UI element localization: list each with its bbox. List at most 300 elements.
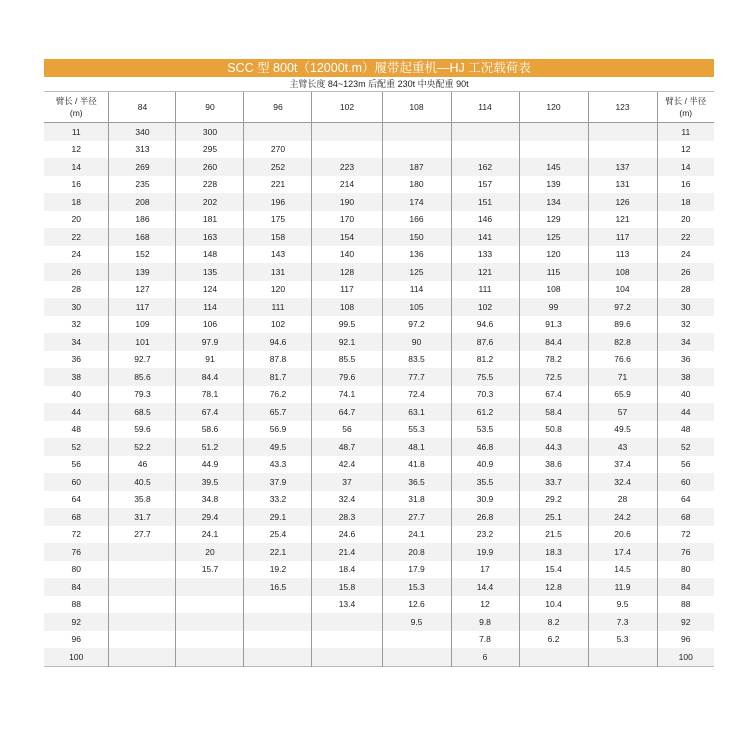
load-cell <box>244 613 312 631</box>
radius-cell-right: 100 <box>657 648 714 666</box>
load-cell: 124 <box>176 281 244 299</box>
load-cell: 143 <box>244 246 312 264</box>
table-row <box>44 421 714 439</box>
table-row <box>44 246 714 264</box>
load-cell: 65.7 <box>244 403 312 421</box>
header-boom-radius-left <box>44 92 109 123</box>
radius-cell-right: 48 <box>657 421 714 439</box>
table-row <box>44 578 714 596</box>
load-cell: 214 <box>312 176 382 194</box>
load-cell: 35.5 <box>451 473 519 491</box>
load-cell: 105 <box>382 298 451 316</box>
radius-cell-right: 11 <box>657 123 714 141</box>
load-cell: 16.5 <box>244 578 312 596</box>
table-row <box>44 596 714 614</box>
radius-cell-left: 34 <box>44 333 109 351</box>
table-subtitle: 主臂长度 84~123m 后配重 230t 中央配重 90t <box>44 77 714 92</box>
load-cell: 92.7 <box>109 351 176 369</box>
table-row <box>44 438 714 456</box>
radius-cell-right: 32 <box>657 316 714 334</box>
table-row <box>44 386 714 404</box>
load-cell: 25.4 <box>244 526 312 544</box>
table-row <box>44 648 714 666</box>
column-header-boom-96: 96 <box>244 92 312 123</box>
table-title: SCC 型 800t（12000t.m）履带起重机—HJ 工况载荷表 <box>44 59 714 77</box>
radius-cell-right: 24 <box>657 246 714 264</box>
load-cell: 34.8 <box>176 491 244 509</box>
load-cell: 6.2 <box>519 631 588 649</box>
radius-cell-right: 34 <box>657 333 714 351</box>
load-cell: 223 <box>312 158 382 176</box>
load-cell: 340 <box>109 123 176 141</box>
load-cell: 49.5 <box>588 421 657 439</box>
load-cell <box>451 141 519 159</box>
load-cell: 78.2 <box>519 351 588 369</box>
load-cell: 67.4 <box>519 386 588 404</box>
radius-cell-right: 28 <box>657 281 714 299</box>
load-cell: 75.5 <box>451 368 519 386</box>
load-cell: 131 <box>244 263 312 281</box>
load-cell: 48.7 <box>312 438 382 456</box>
table-row <box>44 176 714 194</box>
load-cell: 114 <box>382 281 451 299</box>
radius-cell-left: 36 <box>44 351 109 369</box>
radius-cell-right: 68 <box>657 508 714 526</box>
load-cell: 104 <box>588 281 657 299</box>
load-cell: 68.5 <box>109 403 176 421</box>
load-cell: 22.1 <box>244 543 312 561</box>
load-cell: 89.6 <box>588 316 657 334</box>
load-cell: 21.5 <box>519 526 588 544</box>
load-cell: 12.6 <box>382 596 451 614</box>
radius-cell-left: 38 <box>44 368 109 386</box>
radius-cell-left: 16 <box>44 176 109 194</box>
load-cell <box>588 141 657 159</box>
load-cell: 81.2 <box>451 351 519 369</box>
table-row <box>44 613 714 631</box>
load-cell: 55.3 <box>382 421 451 439</box>
load-cell: 40.5 <box>109 473 176 491</box>
load-cell <box>244 631 312 649</box>
load-cell: 85.5 <box>312 351 382 369</box>
load-cell <box>176 578 244 596</box>
radius-cell-left: 88 <box>44 596 109 614</box>
table-row <box>44 298 714 316</box>
radius-cell-right: 12 <box>657 141 714 159</box>
radius-cell-left: 52 <box>44 438 109 456</box>
load-cell <box>382 123 451 141</box>
load-cell: 31.8 <box>382 491 451 509</box>
table-row <box>44 631 714 649</box>
load-cell: 94.6 <box>451 316 519 334</box>
load-cell: 72.5 <box>519 368 588 386</box>
load-cell <box>244 123 312 141</box>
column-header-boom-102: 102 <box>312 92 382 123</box>
table-row <box>44 491 714 509</box>
load-cell: 140 <box>312 246 382 264</box>
radius-cell-right: 26 <box>657 263 714 281</box>
load-cell: 15.3 <box>382 578 451 596</box>
load-cell <box>588 123 657 141</box>
load-cell: 79.3 <box>109 386 176 404</box>
table-row <box>44 508 714 526</box>
radius-cell-right: 96 <box>657 631 714 649</box>
header-row <box>44 92 714 123</box>
radius-cell-left: 40 <box>44 386 109 404</box>
load-cell: 106 <box>176 316 244 334</box>
load-cell: 24.6 <box>312 526 382 544</box>
radius-cell-right: 80 <box>657 561 714 579</box>
load-cell <box>312 123 382 141</box>
load-cell: 33.2 <box>244 491 312 509</box>
table-row <box>44 158 714 176</box>
load-cell <box>176 596 244 614</box>
radius-cell-left: 12 <box>44 141 109 159</box>
load-cell: 65.9 <box>588 386 657 404</box>
load-cell: 20.8 <box>382 543 451 561</box>
load-cell: 12.8 <box>519 578 588 596</box>
radius-cell-right: 56 <box>657 456 714 474</box>
table-row <box>44 263 714 281</box>
load-cell: 221 <box>244 176 312 194</box>
load-cell: 24.2 <box>588 508 657 526</box>
table-row <box>44 281 714 299</box>
load-cell: 61.2 <box>451 403 519 421</box>
table-row <box>44 368 714 386</box>
load-cell <box>109 578 176 596</box>
load-cell: 313 <box>109 141 176 159</box>
radius-cell-left: 72 <box>44 526 109 544</box>
radius-cell-right: 60 <box>657 473 714 491</box>
load-cell: 70.3 <box>451 386 519 404</box>
column-header-boom-90: 90 <box>176 92 244 123</box>
header-boom-radius-left-line-2: (m) <box>69 108 83 118</box>
load-cell: 97.2 <box>588 298 657 316</box>
radius-cell-left: 20 <box>44 211 109 229</box>
load-cell: 36.5 <box>382 473 451 491</box>
load-cell: 174 <box>382 193 451 211</box>
load-cell: 137 <box>588 158 657 176</box>
table-row <box>44 211 714 229</box>
table-row <box>44 123 714 141</box>
header-boom-radius-right-line-2: (m) <box>679 108 693 118</box>
load-cell <box>519 648 588 666</box>
load-cell: 53.5 <box>451 421 519 439</box>
load-cell: 74.1 <box>312 386 382 404</box>
load-cell: 77.7 <box>382 368 451 386</box>
load-cell: 126 <box>588 193 657 211</box>
radius-cell-left: 11 <box>44 123 109 141</box>
load-cell: 7.3 <box>588 613 657 631</box>
load-cell: 40.9 <box>451 456 519 474</box>
header-boom-radius-right-line-1: 臂长 / 半径 <box>665 96 707 106</box>
radius-cell-right: 64 <box>657 491 714 509</box>
load-cell: 186 <box>109 211 176 229</box>
load-cell: 120 <box>519 246 588 264</box>
load-cell: 133 <box>451 246 519 264</box>
load-cell <box>588 648 657 666</box>
load-cell: 8.2 <box>519 613 588 631</box>
load-cell: 163 <box>176 228 244 246</box>
load-cell: 35.8 <box>109 491 176 509</box>
load-cell: 121 <box>451 263 519 281</box>
load-cell: 43 <box>588 438 657 456</box>
load-cell: 158 <box>244 228 312 246</box>
radius-cell-right: 40 <box>657 386 714 404</box>
radius-cell-left: 14 <box>44 158 109 176</box>
load-cell: 180 <box>382 176 451 194</box>
load-cell: 29.4 <box>176 508 244 526</box>
table-row <box>44 351 714 369</box>
load-cell: 91 <box>176 351 244 369</box>
load-cell: 71 <box>588 368 657 386</box>
radius-cell-left: 30 <box>44 298 109 316</box>
load-cell: 15.8 <box>312 578 382 596</box>
load-cell: 26.8 <box>451 508 519 526</box>
radius-cell-right: 88 <box>657 596 714 614</box>
load-cell: 15.4 <box>519 561 588 579</box>
load-cell: 41.8 <box>382 456 451 474</box>
load-cell: 136 <box>382 246 451 264</box>
radius-cell-right: 44 <box>657 403 714 421</box>
load-cell: 196 <box>244 193 312 211</box>
load-cell: 78.1 <box>176 386 244 404</box>
load-cell: 87.6 <box>451 333 519 351</box>
load-cell: 99 <box>519 298 588 316</box>
load-cell: 125 <box>519 228 588 246</box>
load-cell: 17.4 <box>588 543 657 561</box>
table-row <box>44 456 714 474</box>
load-cell: 134 <box>519 193 588 211</box>
load-cell: 17.9 <box>382 561 451 579</box>
load-cell: 91.3 <box>519 316 588 334</box>
load-cell: 44.3 <box>519 438 588 456</box>
load-cell <box>109 543 176 561</box>
radius-cell-right: 16 <box>657 176 714 194</box>
header-boom-radius-right <box>657 92 714 123</box>
load-cell: 94.6 <box>244 333 312 351</box>
load-cell: 102 <box>451 298 519 316</box>
load-cell: 148 <box>176 246 244 264</box>
load-cell <box>109 596 176 614</box>
table-body <box>44 123 714 667</box>
load-cell: 157 <box>451 176 519 194</box>
radius-cell-left: 56 <box>44 456 109 474</box>
load-cell: 14.4 <box>451 578 519 596</box>
load-cell: 58.6 <box>176 421 244 439</box>
load-cell: 117 <box>312 281 382 299</box>
radius-cell-left: 100 <box>44 648 109 666</box>
table-row <box>44 333 714 351</box>
load-cell: 20 <box>176 543 244 561</box>
load-cell: 150 <box>382 228 451 246</box>
radius-cell-right: 14 <box>657 158 714 176</box>
load-cell: 166 <box>382 211 451 229</box>
load-cell <box>519 123 588 141</box>
load-cell: 33.7 <box>519 473 588 491</box>
load-cell: 50.8 <box>519 421 588 439</box>
load-cell: 131 <box>588 176 657 194</box>
load-cell: 67.4 <box>176 403 244 421</box>
load-cell: 21.4 <box>312 543 382 561</box>
load-cell: 152 <box>109 246 176 264</box>
load-cell: 76.2 <box>244 386 312 404</box>
load-cell: 139 <box>109 263 176 281</box>
load-cell: 117 <box>588 228 657 246</box>
load-cell: 46.8 <box>451 438 519 456</box>
load-cell: 83.5 <box>382 351 451 369</box>
radius-cell-right: 72 <box>657 526 714 544</box>
radius-cell-right: 36 <box>657 351 714 369</box>
load-cell: 260 <box>176 158 244 176</box>
load-cell: 46 <box>109 456 176 474</box>
load-cell: 10.4 <box>519 596 588 614</box>
radius-cell-right: 30 <box>657 298 714 316</box>
load-cell: 170 <box>312 211 382 229</box>
load-cell: 13.4 <box>312 596 382 614</box>
load-cell: 120 <box>244 281 312 299</box>
load-cell: 300 <box>176 123 244 141</box>
load-cell: 111 <box>451 281 519 299</box>
load-cell: 79.6 <box>312 368 382 386</box>
radius-cell-left: 84 <box>44 578 109 596</box>
load-cell: 72.4 <box>382 386 451 404</box>
radius-cell-left: 48 <box>44 421 109 439</box>
load-cell <box>382 141 451 159</box>
load-cell: 25.1 <box>519 508 588 526</box>
column-header-boom-108: 108 <box>382 92 451 123</box>
load-cell: 108 <box>519 281 588 299</box>
load-table <box>44 92 714 667</box>
load-cell: 109 <box>109 316 176 334</box>
radius-cell-right: 22 <box>657 228 714 246</box>
load-cell: 43.3 <box>244 456 312 474</box>
load-cell <box>176 648 244 666</box>
load-cell: 63.1 <box>382 403 451 421</box>
load-cell <box>451 123 519 141</box>
load-cell: 162 <box>451 158 519 176</box>
load-chart-sheet <box>44 59 714 667</box>
load-cell: 37.9 <box>244 473 312 491</box>
load-cell: 115 <box>519 263 588 281</box>
load-cell: 128 <box>312 263 382 281</box>
load-cell: 87.8 <box>244 351 312 369</box>
load-cell: 97.9 <box>176 333 244 351</box>
column-header-boom-120: 120 <box>519 92 588 123</box>
radius-cell-left: 18 <box>44 193 109 211</box>
load-cell: 18.3 <box>519 543 588 561</box>
load-cell: 228 <box>176 176 244 194</box>
table-row <box>44 403 714 421</box>
load-cell: 139 <box>519 176 588 194</box>
load-cell <box>244 648 312 666</box>
load-cell: 49.5 <box>244 438 312 456</box>
load-cell <box>312 648 382 666</box>
load-cell: 76.6 <box>588 351 657 369</box>
load-cell: 9.5 <box>588 596 657 614</box>
table-row <box>44 526 714 544</box>
radius-cell-right: 38 <box>657 368 714 386</box>
load-cell <box>312 631 382 649</box>
load-cell: 9.8 <box>451 613 519 631</box>
radius-cell-right: 18 <box>657 193 714 211</box>
load-cell: 15.7 <box>176 561 244 579</box>
radius-cell-left: 60 <box>44 473 109 491</box>
load-cell: 187 <box>382 158 451 176</box>
radius-cell-left: 64 <box>44 491 109 509</box>
load-cell: 19.9 <box>451 543 519 561</box>
load-cell <box>519 141 588 159</box>
load-cell: 20.6 <box>588 526 657 544</box>
load-cell: 175 <box>244 211 312 229</box>
load-cell: 51.2 <box>176 438 244 456</box>
load-cell: 24.1 <box>176 526 244 544</box>
load-cell: 28.3 <box>312 508 382 526</box>
load-cell: 29.2 <box>519 491 588 509</box>
load-cell: 108 <box>588 263 657 281</box>
load-cell: 145 <box>519 158 588 176</box>
table-row <box>44 228 714 246</box>
load-cell: 270 <box>244 141 312 159</box>
load-cell: 42.4 <box>312 456 382 474</box>
load-cell: 27.7 <box>109 526 176 544</box>
load-cell <box>312 141 382 159</box>
load-cell: 269 <box>109 158 176 176</box>
load-cell: 252 <box>244 158 312 176</box>
load-cell: 111 <box>244 298 312 316</box>
radius-cell-left: 96 <box>44 631 109 649</box>
column-header-boom-84: 84 <box>109 92 176 123</box>
load-cell: 27.7 <box>382 508 451 526</box>
load-cell: 117 <box>109 298 176 316</box>
load-cell: 14.5 <box>588 561 657 579</box>
load-cell: 39.5 <box>176 473 244 491</box>
table-row <box>44 561 714 579</box>
load-cell: 32.4 <box>588 473 657 491</box>
radius-cell-left: 26 <box>44 263 109 281</box>
column-header-boom-123: 123 <box>588 92 657 123</box>
table-row <box>44 193 714 211</box>
load-cell: 99.5 <box>312 316 382 334</box>
table-row <box>44 473 714 491</box>
load-cell: 127 <box>109 281 176 299</box>
load-cell: 9.5 <box>382 613 451 631</box>
load-cell: 121 <box>588 211 657 229</box>
load-cell <box>176 631 244 649</box>
radius-cell-right: 76 <box>657 543 714 561</box>
radius-cell-left: 44 <box>44 403 109 421</box>
load-cell: 38.6 <box>519 456 588 474</box>
load-cell: 29.1 <box>244 508 312 526</box>
load-cell: 151 <box>451 193 519 211</box>
load-cell: 108 <box>312 298 382 316</box>
load-cell: 190 <box>312 193 382 211</box>
load-cell: 56 <box>312 421 382 439</box>
load-cell: 23.2 <box>451 526 519 544</box>
radius-cell-right: 84 <box>657 578 714 596</box>
load-cell: 82.8 <box>588 333 657 351</box>
load-cell: 32.4 <box>312 491 382 509</box>
load-cell: 84.4 <box>519 333 588 351</box>
load-cell: 57 <box>588 403 657 421</box>
load-cell: 81.7 <box>244 368 312 386</box>
load-cell: 202 <box>176 193 244 211</box>
load-cell: 181 <box>176 211 244 229</box>
load-cell: 208 <box>109 193 176 211</box>
load-cell <box>109 631 176 649</box>
load-cell: 235 <box>109 176 176 194</box>
load-cell: 37 <box>312 473 382 491</box>
